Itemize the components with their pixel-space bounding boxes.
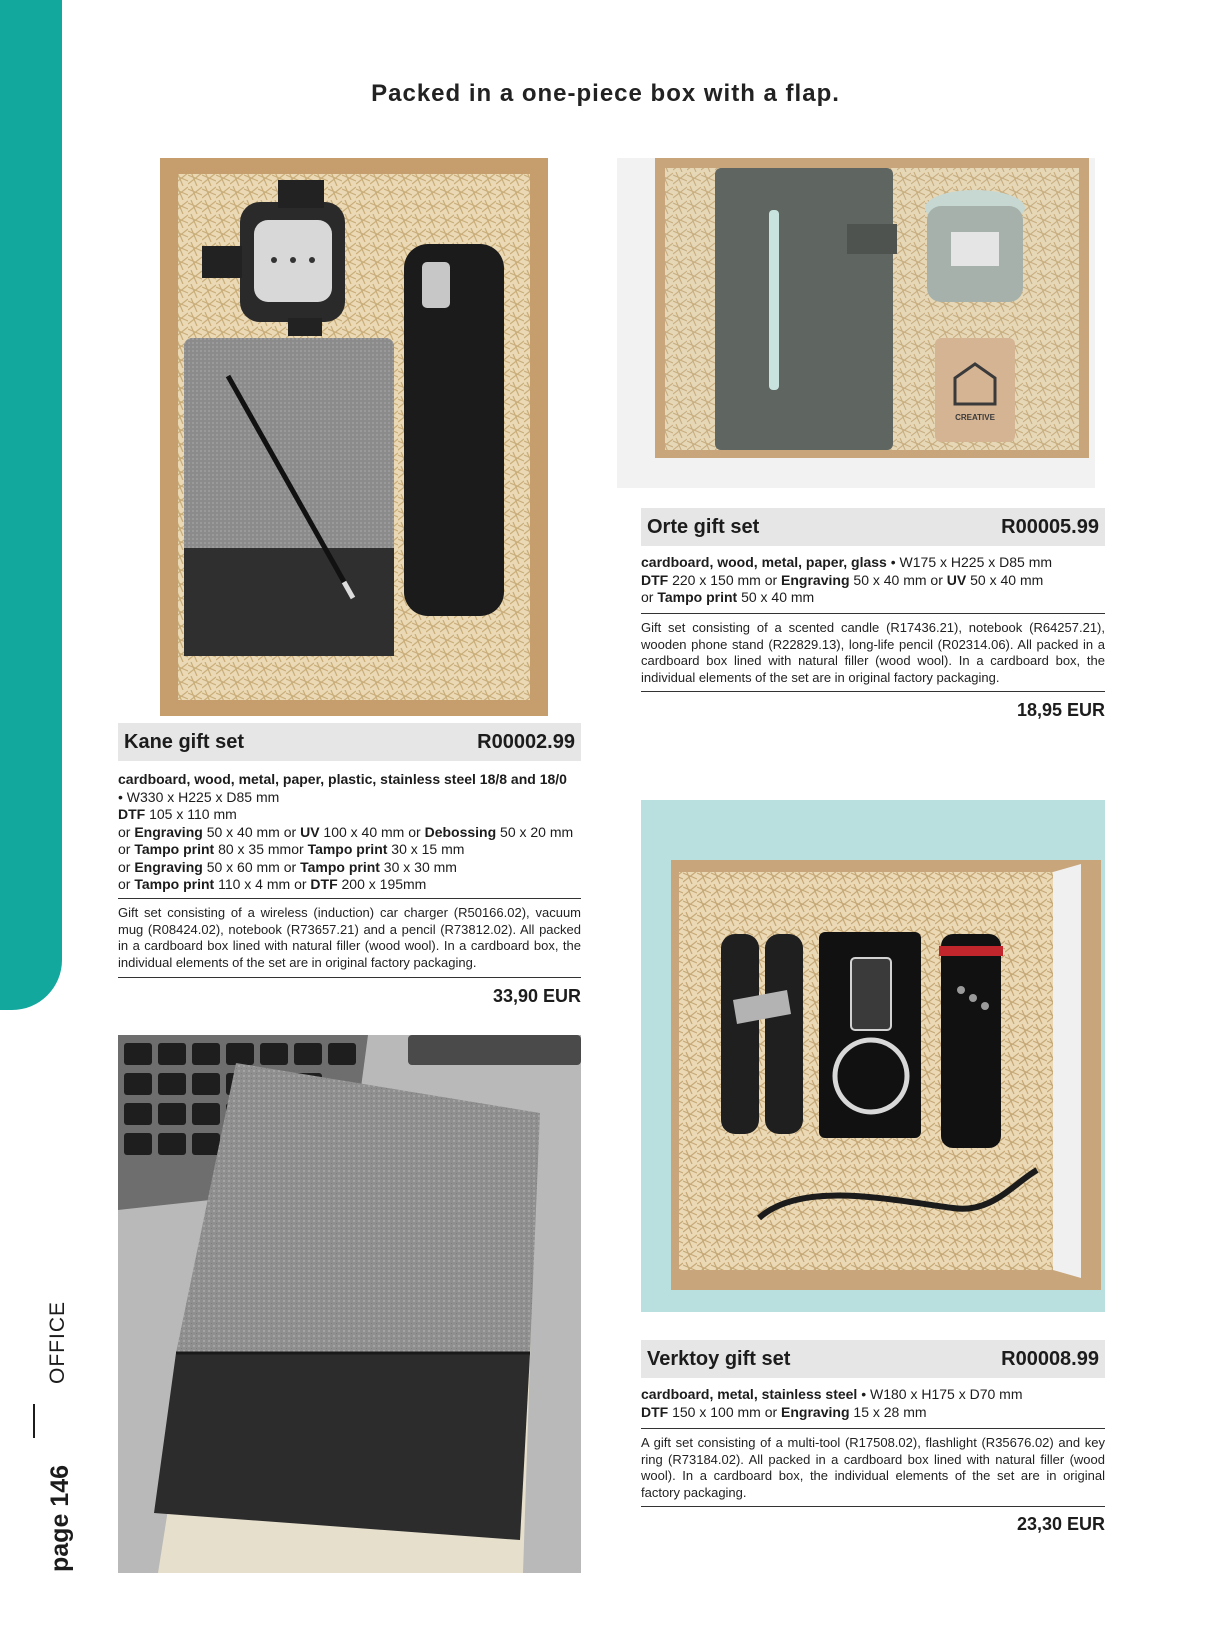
- orte-specs: [641, 554, 1111, 607]
- verktoy-price: 23,30 EUR: [1016, 1514, 1105, 1534]
- spec-text: or: [118, 823, 135, 840]
- stand-text: CREATIVE: [955, 413, 995, 422]
- spec-size: 105 x 110 mm: [145, 806, 237, 822]
- spec-size: 50 x 40 mm or: [849, 571, 947, 588]
- spec-method: DTF: [641, 571, 669, 588]
- spec-method: DTF: [641, 1403, 669, 1420]
- spec-method: Tampo print: [134, 876, 215, 892]
- kane-materials: cardboard, wood, metal, paper, plastic, stainless steel 18/8 and 18/0: [118, 771, 567, 787]
- orte-materials: cardboard, wood, metal, paper, glass: [641, 554, 887, 570]
- orte-price: 18,95 EUR: [1016, 700, 1105, 720]
- flashlight-icon: [939, 934, 1003, 1148]
- key-ring-icon: [819, 932, 921, 1138]
- kane-photo-illustration: [160, 158, 548, 716]
- spec-size: 50 x 20 mm: [496, 823, 574, 840]
- candle-icon: [925, 190, 1025, 302]
- kane-product-code: R00002.99: [477, 730, 575, 753]
- spec-size: 200 x 195mm: [337, 876, 427, 892]
- spec-size: 15 x 28 mm: [849, 1403, 927, 1420]
- spec-method: Engraving: [134, 823, 203, 840]
- spec-method: Tampo print: [657, 589, 738, 605]
- kane-specs: [118, 771, 588, 894]
- verktoy-description: A gift set consisting of a multi-tool (R17508.02), flashlight (R35676.02) and key ring (R73184.02). All packed in a cardboard box lined with natural filler (wood wool). In a cardboard box, the individual elements of the set are in original factory packaging.: [641, 1435, 1105, 1500]
- kane-divider-top: [118, 898, 581, 899]
- verktoy-divider-top: [641, 1428, 1105, 1429]
- spec-size: 30 x 15 mm: [387, 841, 465, 857]
- vertical-divider: [33, 1404, 35, 1438]
- phone-stand-icon: [935, 338, 1015, 442]
- page-headline: Packed in a one-piece box with a flap.: [371, 80, 840, 107]
- orte-description: Gift set consisting of a scented candle (R17436.21), notebook (R64257.21), wooden phone stand (R22829.13), long-life pencil (R02314.06). All packed in a cardboard box lined with natural filler (wood wool). In a cardboard box, the individual elements of the set are in original factory packaging.: [641, 620, 1105, 685]
- kane-description: Gift set consisting of a wireless (induction) car charger (R50166.02), vacuum mug (R08424.02), notebook (R73657.21) and a pencil (R73812.02). All packed in a cardboard box lined with natural filler (wood wool). In a cardboard box, the individual elements of the set are in original factory packaging.: [118, 905, 581, 970]
- kane-price: 33,90 EUR: [492, 986, 581, 1006]
- verktoy-photo-illustration: [641, 800, 1105, 1312]
- spec-method: Tampo print: [134, 841, 215, 857]
- page-number: page 146: [46, 1464, 74, 1572]
- verktoy-title-bar: [641, 1340, 1105, 1378]
- spec-size: 50 x 40 mm: [737, 589, 815, 605]
- notebook-icon: [184, 338, 394, 656]
- spec-method: UV: [946, 571, 967, 588]
- spec-size: 110 x 4 mm or: [214, 876, 311, 892]
- kane-dimensions: • W330 x H225 x D85 mm: [118, 788, 280, 805]
- orte-title-bar: [641, 508, 1105, 546]
- kane-divider-bottom: [118, 977, 581, 978]
- phone-icon: [408, 1035, 581, 1065]
- spec-method: DTF: [310, 876, 338, 892]
- spec-method: DTF: [118, 806, 146, 822]
- spec-size: 220 x 150 mm or: [668, 571, 782, 588]
- spec-text: or: [118, 858, 135, 875]
- side-accent-tab: [0, 0, 62, 1010]
- category-label: OFFICE: [46, 1301, 69, 1384]
- verktoy-specs: [641, 1386, 1111, 1421]
- spec-size: 30 x 30 mm: [379, 858, 457, 875]
- spec-text: or: [118, 841, 135, 857]
- spec-size: 150 x 100 mm or: [668, 1403, 782, 1420]
- kane-product-photo: [160, 158, 548, 716]
- spec-method: Engraving: [781, 571, 850, 588]
- notebook-lifestyle-photo: [118, 1035, 581, 1573]
- spec-text: or: [641, 589, 658, 605]
- spec-method: Debossing: [424, 823, 497, 840]
- spec-method: Tampo print: [300, 858, 380, 875]
- orte-product-name: Orte gift set: [647, 515, 760, 538]
- orte-product-photo: [617, 158, 1095, 488]
- spec-size: 50 x 40 mm or: [202, 823, 301, 840]
- spec-method: UV: [300, 823, 320, 840]
- spec-method: Tampo print: [307, 841, 388, 857]
- notebook-lifestyle-illustration: [118, 1035, 581, 1573]
- orte-product-code: R00005.99: [1001, 515, 1099, 538]
- spec-size: 50 x 60 mm or: [202, 858, 301, 875]
- verktoy-materials: cardboard, metal, stainless steel: [641, 1386, 858, 1402]
- spec-method: Engraving: [134, 858, 203, 875]
- spec-size: 100 x 40 mm or: [319, 823, 425, 840]
- verktoy-product-photo: [641, 800, 1105, 1312]
- orte-photo-illustration: [617, 158, 1095, 488]
- vacuum-mug-icon: [404, 244, 504, 616]
- verktoy-product-code: R00008.99: [1001, 1347, 1099, 1370]
- orte-divider-top: [641, 613, 1105, 614]
- verktoy-divider-bottom: [641, 1506, 1105, 1507]
- verktoy-product-name: Verktoy gift set: [647, 1347, 791, 1370]
- spec-text: or: [118, 876, 135, 892]
- spec-size: 80 x 35 mmor: [214, 841, 308, 857]
- spec-size: 50 x 40 mm: [966, 571, 1044, 588]
- spec-method: Engraving: [781, 1403, 850, 1420]
- kane-product-name: Kane gift set: [124, 730, 245, 753]
- notebook-icon: [715, 168, 897, 450]
- verktoy-dimensions: • W180 x H175 x D70 mm: [857, 1386, 1023, 1402]
- kane-title-bar: [118, 723, 581, 761]
- orte-divider-bottom: [641, 691, 1105, 692]
- orte-dimensions: • W175 x H225 x D85 mm: [886, 554, 1053, 570]
